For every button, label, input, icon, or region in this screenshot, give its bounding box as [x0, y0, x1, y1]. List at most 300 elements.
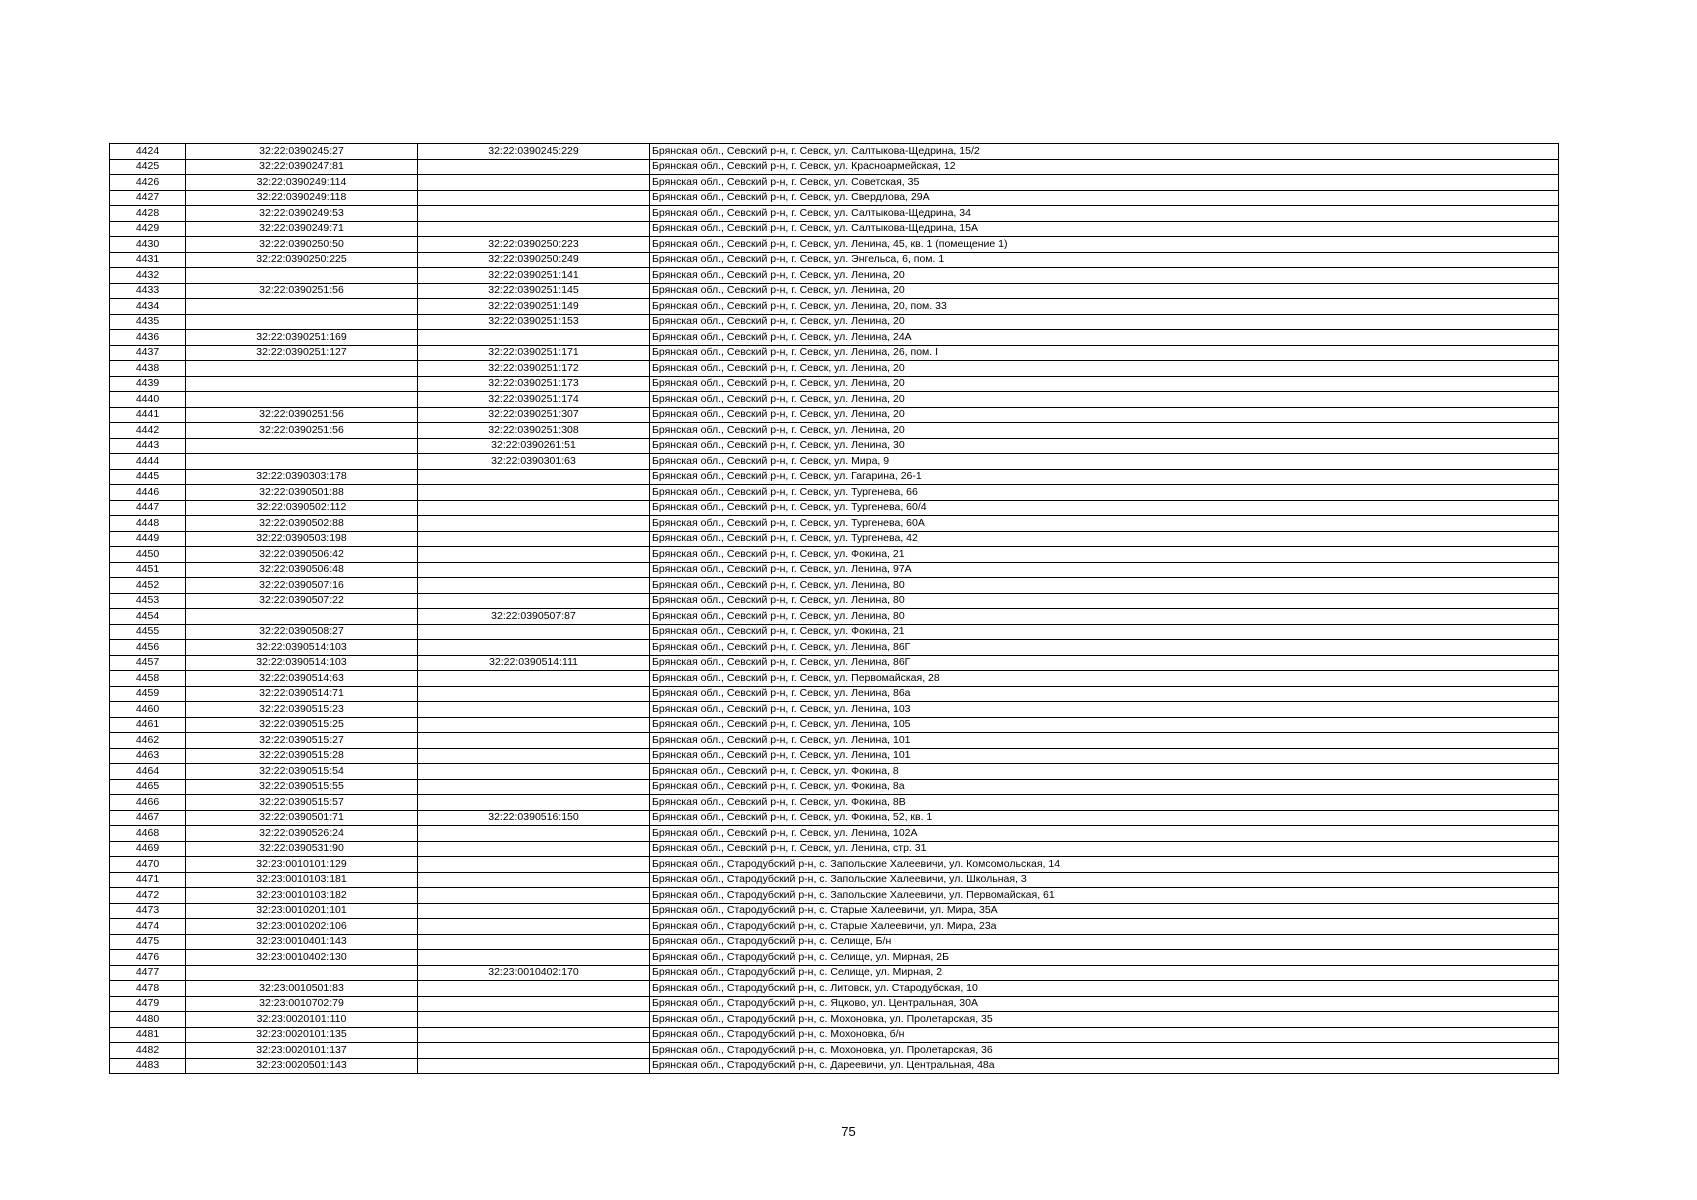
cadastral-number-cell: 32:22:0390501:88 — [186, 485, 418, 501]
cadastral-number-cell: 32:22:0390515:23 — [186, 702, 418, 718]
cadastral-number-cell: 32:22:0390515:54 — [186, 764, 418, 780]
address-cell: Брянская обл., Севский р-н, г. Севск, ул. Ленина, 26, пом. I — [650, 345, 1559, 361]
related-cadastral-number-cell — [418, 1058, 650, 1074]
row-number-cell: 4463 — [110, 748, 186, 764]
row-number-cell: 4437 — [110, 345, 186, 361]
row-number-cell: 4426 — [110, 175, 186, 191]
address-cell: Брянская обл., Стародубский р-н, с. Старые Халеевичи, ул. Мира, 23а — [650, 919, 1559, 935]
table-row — [110, 841, 1559, 857]
address-cell: Брянская обл., Стародубский р-н, с. Мохоновка, ул. Пролетарская, 35 — [650, 1012, 1559, 1028]
row-number-cell: 4479 — [110, 996, 186, 1012]
address-cell: Брянская обл., Стародубский р-н, с. Мохоновка, ул. Пролетарская, 36 — [650, 1043, 1559, 1059]
page-number: 75 — [841, 1124, 856, 1139]
row-number-cell: 4481 — [110, 1027, 186, 1043]
cadastral-number-cell: 32:22:0390249:53 — [186, 206, 418, 222]
table-row — [110, 624, 1559, 640]
table-row — [110, 516, 1559, 532]
address-cell: Брянская обл., Севский р-н, г. Севск, ул. Ленина, 80 — [650, 578, 1559, 594]
cadastral-number-cell: 32:23:0010401:143 — [186, 934, 418, 950]
row-number-cell: 4454 — [110, 609, 186, 625]
address-cell: Брянская обл., Севский р-н, г. Севск, ул. Ленина, 20 — [650, 268, 1559, 284]
row-number-cell: 4477 — [110, 965, 186, 981]
table-row — [110, 965, 1559, 981]
row-number-cell: 4435 — [110, 314, 186, 330]
table-row — [110, 996, 1559, 1012]
cadastral-number-cell — [186, 392, 418, 408]
address-cell: Брянская обл., Севский р-н, г. Севск, ул. Ленина, 30 — [650, 438, 1559, 454]
table-row — [110, 330, 1559, 346]
table-row — [110, 454, 1559, 470]
cadastral-number-cell: 32:22:0390531:90 — [186, 841, 418, 857]
cadastral-number-cell: 32:22:0390514:103 — [186, 640, 418, 656]
related-cadastral-number-cell — [418, 779, 650, 795]
address-cell: Брянская обл., Севский р-н, г. Севск, ул. Ленина, 20 — [650, 392, 1559, 408]
related-cadastral-number-cell: 32:22:0390250:223 — [418, 237, 650, 253]
address-cell: Брянская обл., Стародубский р-н, с. Запольские Халеевичи, ул. Комсомольская, 14 — [650, 857, 1559, 873]
table-row — [110, 175, 1559, 191]
table-row — [110, 934, 1559, 950]
address-cell: Брянская обл., Стародубский р-н, с. Селище, ул. Мирная, 2 — [650, 965, 1559, 981]
address-cell: Брянская обл., Севский р-н, г. Севск, ул. Фокина, 21 — [650, 547, 1559, 563]
cadastral-number-cell: 32:22:0390515:28 — [186, 748, 418, 764]
table-row — [110, 702, 1559, 718]
address-cell: Брянская обл., Стародубский р-н, с. Яцково, ул. Центральная, 30А — [650, 996, 1559, 1012]
table-row — [110, 252, 1559, 268]
row-number-cell: 4455 — [110, 624, 186, 640]
related-cadastral-number-cell: 32:22:0390507:87 — [418, 609, 650, 625]
cadastral-number-cell: 32:23:0010402:130 — [186, 950, 418, 966]
row-number-cell: 4448 — [110, 516, 186, 532]
related-cadastral-number-cell — [418, 500, 650, 516]
address-cell: Брянская обл., Севский р-н, г. Севск, ул. Красноармейская, 12 — [650, 159, 1559, 175]
related-cadastral-number-cell: 32:22:0390251:145 — [418, 283, 650, 299]
row-number-cell: 4439 — [110, 376, 186, 392]
address-cell: Брянская обл., Севский р-н, г. Севск, ул. Ленина, 101 — [650, 748, 1559, 764]
related-cadastral-number-cell — [418, 485, 650, 501]
address-cell: Брянская обл., Севский р-н, г. Севск, ул. Ленина, 80 — [650, 593, 1559, 609]
cadastral-number-cell: 32:22:0390303:178 — [186, 469, 418, 485]
cadastral-number-cell: 32:22:0390508:27 — [186, 624, 418, 640]
related-cadastral-number-cell — [418, 888, 650, 904]
related-cadastral-number-cell: 32:22:0390251:174 — [418, 392, 650, 408]
row-number-cell: 4446 — [110, 485, 186, 501]
table-row — [110, 206, 1559, 222]
address-cell: Брянская обл., Севский р-н, г. Севск, ул. Салтыкова-Щедрина, 15/2 — [650, 144, 1559, 160]
related-cadastral-number-cell — [418, 1027, 650, 1043]
row-number-cell: 4458 — [110, 671, 186, 687]
address-cell: Брянская обл., Севский р-н, г. Севск, ул. Тургенева, 42 — [650, 531, 1559, 547]
cadastral-number-cell: 32:22:0390506:42 — [186, 547, 418, 563]
related-cadastral-number-cell: 32:22:0390514:111 — [418, 655, 650, 671]
related-cadastral-number-cell: 32:22:0390251:141 — [418, 268, 650, 284]
address-cell: Брянская обл., Севский р-н, г. Севск, ул. Гагарина, 26-1 — [650, 469, 1559, 485]
row-number-cell: 4483 — [110, 1058, 186, 1074]
address-cell: Брянская обл., Стародубский р-н, с. Селище, Б/н — [650, 934, 1559, 950]
row-number-cell: 4480 — [110, 1012, 186, 1028]
related-cadastral-number-cell — [418, 996, 650, 1012]
address-cell: Брянская обл., Севский р-н, г. Севск, ул. Ленина, 86Г — [650, 655, 1559, 671]
address-cell: Брянская обл., Севский р-н, г. Севск, ул. Советская, 35 — [650, 175, 1559, 191]
table-row — [110, 299, 1559, 315]
address-cell: Брянская обл., Севский р-н, г. Севск, ул. Ленина, 80 — [650, 609, 1559, 625]
row-number-cell: 4447 — [110, 500, 186, 516]
table-row — [110, 221, 1559, 237]
related-cadastral-number-cell — [418, 516, 650, 532]
related-cadastral-number-cell — [418, 903, 650, 919]
related-cadastral-number-cell — [418, 547, 650, 563]
row-number-cell: 4432 — [110, 268, 186, 284]
address-cell: Брянская обл., Севский р-н, г. Севск, ул. Мира, 9 — [650, 454, 1559, 470]
row-number-cell: 4472 — [110, 888, 186, 904]
address-cell: Брянская обл., Севский р-н, г. Севск, ул. Фокина, 52, кв. 1 — [650, 810, 1559, 826]
related-cadastral-number-cell: 32:22:0390251:153 — [418, 314, 650, 330]
related-cadastral-number-cell — [418, 919, 650, 935]
registry-table-body — [110, 144, 1559, 1074]
related-cadastral-number-cell — [418, 624, 650, 640]
row-number-cell: 4453 — [110, 593, 186, 609]
row-number-cell: 4443 — [110, 438, 186, 454]
row-number-cell: 4430 — [110, 237, 186, 253]
address-cell: Брянская обл., Севский р-н, г. Севск, ул. Тургенева, 66 — [650, 485, 1559, 501]
address-cell: Брянская обл., Севский р-н, г. Севск, ул. Ленина, 20 — [650, 407, 1559, 423]
address-cell: Брянская обл., Севский р-н, г. Севск, ул. Ленина, 102А — [650, 826, 1559, 842]
table-row — [110, 795, 1559, 811]
cadastral-number-cell: 32:22:0390251:169 — [186, 330, 418, 346]
address-cell: Брянская обл., Стародубский р-н, с. Запольские Халеевичи, ул. Школьная, 3 — [650, 872, 1559, 888]
row-number-cell: 4424 — [110, 144, 186, 160]
address-cell: Брянская обл., Севский р-н, г. Севск, ул. Тургенева, 60/4 — [650, 500, 1559, 516]
cadastral-number-cell: 32:23:0010103:181 — [186, 872, 418, 888]
cadastral-number-cell: 32:22:0390526:24 — [186, 826, 418, 842]
table-row — [110, 981, 1559, 997]
row-number-cell: 4434 — [110, 299, 186, 315]
row-number-cell: 4440 — [110, 392, 186, 408]
address-cell: Брянская обл., Севский р-н, г. Севск, ул. Тургенева, 60А — [650, 516, 1559, 532]
cadastral-number-cell: 32:22:0390250:50 — [186, 237, 418, 253]
related-cadastral-number-cell: 32:22:0390251:149 — [418, 299, 650, 315]
related-cadastral-number-cell — [418, 1012, 650, 1028]
table-row — [110, 671, 1559, 687]
address-cell: Брянская обл., Севский р-н, г. Севск, ул. Ленина, 20 — [650, 423, 1559, 439]
table-row — [110, 237, 1559, 253]
row-number-cell: 4461 — [110, 717, 186, 733]
cadastral-number-cell: 32:23:0020101:137 — [186, 1043, 418, 1059]
cadastral-number-cell: 32:22:0390515:25 — [186, 717, 418, 733]
cadastral-number-cell: 32:22:0390515:57 — [186, 795, 418, 811]
table-row — [110, 826, 1559, 842]
address-cell: Брянская обл., Севский р-н, г. Севск, ул. Ленина, 101 — [650, 733, 1559, 749]
related-cadastral-number-cell — [418, 950, 650, 966]
row-number-cell: 4470 — [110, 857, 186, 873]
related-cadastral-number-cell: 32:22:0390251:308 — [418, 423, 650, 439]
related-cadastral-number-cell — [418, 872, 650, 888]
table-row — [110, 562, 1559, 578]
row-number-cell: 4476 — [110, 950, 186, 966]
row-number-cell: 4441 — [110, 407, 186, 423]
cadastral-number-cell — [186, 965, 418, 981]
row-number-cell: 4464 — [110, 764, 186, 780]
table-row — [110, 950, 1559, 966]
cadastral-number-cell: 32:22:0390245:27 — [186, 144, 418, 160]
related-cadastral-number-cell — [418, 330, 650, 346]
address-cell: Брянская обл., Севский р-н, г. Севск, ул. Ленина, 20, пом. 33 — [650, 299, 1559, 315]
cadastral-number-cell — [186, 314, 418, 330]
cadastral-number-cell: 32:22:0390251:56 — [186, 283, 418, 299]
table-row — [110, 593, 1559, 609]
address-cell: Брянская обл., Севский р-н, г. Севск, ул. Фокина, 8а — [650, 779, 1559, 795]
related-cadastral-number-cell: 32:22:0390251:173 — [418, 376, 650, 392]
address-cell: Брянская обл., Севский р-н, г. Севск, ул. Энгельса, 6, пом. 1 — [650, 252, 1559, 268]
row-number-cell: 4469 — [110, 841, 186, 857]
row-number-cell: 4449 — [110, 531, 186, 547]
row-number-cell: 4457 — [110, 655, 186, 671]
related-cadastral-number-cell — [418, 686, 650, 702]
table-row — [110, 469, 1559, 485]
address-cell: Брянская обл., Севский р-н, г. Севск, ул. Ленина, 24А — [650, 330, 1559, 346]
related-cadastral-number-cell: 32:22:0390250:249 — [418, 252, 650, 268]
row-number-cell: 4433 — [110, 283, 186, 299]
cadastral-number-cell — [186, 376, 418, 392]
table-row — [110, 888, 1559, 904]
row-number-cell: 4431 — [110, 252, 186, 268]
table-row — [110, 345, 1559, 361]
table-row — [110, 810, 1559, 826]
row-number-cell: 4465 — [110, 779, 186, 795]
row-number-cell: 4482 — [110, 1043, 186, 1059]
related-cadastral-number-cell — [418, 717, 650, 733]
related-cadastral-number-cell: 32:22:0390251:172 — [418, 361, 650, 377]
cadastral-number-cell: 32:23:0010202:106 — [186, 919, 418, 935]
cadastral-number-cell: 32:23:0020101:110 — [186, 1012, 418, 1028]
address-cell: Брянская обл., Севский р-н, г. Севск, ул. Свердлова, 29А — [650, 190, 1559, 206]
related-cadastral-number-cell: 32:22:0390261:51 — [418, 438, 650, 454]
table-row — [110, 655, 1559, 671]
row-number-cell: 4471 — [110, 872, 186, 888]
related-cadastral-number-cell — [418, 826, 650, 842]
table-row — [110, 268, 1559, 284]
related-cadastral-number-cell — [418, 159, 650, 175]
table-row — [110, 159, 1559, 175]
row-number-cell: 4429 — [110, 221, 186, 237]
row-number-cell: 4468 — [110, 826, 186, 842]
cadastral-number-cell — [186, 268, 418, 284]
table-row — [110, 190, 1559, 206]
related-cadastral-number-cell — [418, 221, 650, 237]
table-row — [110, 144, 1559, 160]
table-row — [110, 919, 1559, 935]
row-number-cell: 4462 — [110, 733, 186, 749]
row-number-cell: 4452 — [110, 578, 186, 594]
registry-table — [109, 143, 1559, 1074]
table-row — [110, 903, 1559, 919]
cadastral-number-cell: 32:22:0390507:16 — [186, 578, 418, 594]
table-row — [110, 485, 1559, 501]
cadastral-number-cell — [186, 361, 418, 377]
table-row — [110, 1043, 1559, 1059]
address-cell: Брянская обл., Севский р-н, г. Севск, ул. Ленина, 45, кв. 1 (помещение 1) — [650, 237, 1559, 253]
related-cadastral-number-cell — [418, 1043, 650, 1059]
cadastral-number-cell — [186, 609, 418, 625]
cadastral-number-cell: 32:22:0390251:56 — [186, 407, 418, 423]
related-cadastral-number-cell: 32:22:0390516:150 — [418, 810, 650, 826]
related-cadastral-number-cell: 32:22:0390251:171 — [418, 345, 650, 361]
cadastral-number-cell: 32:22:0390250:225 — [186, 252, 418, 268]
related-cadastral-number-cell — [418, 795, 650, 811]
related-cadastral-number-cell — [418, 562, 650, 578]
cadastral-number-cell: 32:22:0390502:88 — [186, 516, 418, 532]
related-cadastral-number-cell — [418, 640, 650, 656]
row-number-cell: 4466 — [110, 795, 186, 811]
cadastral-number-cell: 32:22:0390501:71 — [186, 810, 418, 826]
table-row — [110, 423, 1559, 439]
row-number-cell: 4475 — [110, 934, 186, 950]
table-row — [110, 1012, 1559, 1028]
table-row — [110, 392, 1559, 408]
cadastral-number-cell: 32:23:0010501:83 — [186, 981, 418, 997]
cadastral-number-cell: 32:23:0020101:135 — [186, 1027, 418, 1043]
table-row — [110, 314, 1559, 330]
related-cadastral-number-cell — [418, 702, 650, 718]
table-row — [110, 609, 1559, 625]
row-number-cell: 4442 — [110, 423, 186, 439]
cadastral-number-cell: 32:22:0390515:55 — [186, 779, 418, 795]
row-number-cell: 4445 — [110, 469, 186, 485]
address-cell: Брянская обл., Севский р-н, г. Севск, ул. Ленина, 20 — [650, 376, 1559, 392]
address-cell: Брянская обл., Севский р-н, г. Севск, ул. Ленина, 20 — [650, 314, 1559, 330]
address-cell: Брянская обл., Стародубский р-н, с. Старые Халеевичи, ул. Мира, 35А — [650, 903, 1559, 919]
address-cell: Брянская обл., Стародубский р-н, с. Мохоновка, б/н — [650, 1027, 1559, 1043]
cadastral-number-cell: 32:22:0390249:114 — [186, 175, 418, 191]
cadastral-number-cell: 32:22:0390507:22 — [186, 593, 418, 609]
address-cell: Брянская обл., Севский р-н, г. Севск, ул. Ленина, 86Г — [650, 640, 1559, 656]
cadastral-number-cell: 32:22:0390514:103 — [186, 655, 418, 671]
address-cell: Брянская обл., Стародубский р-н, с. Селище, ул. Мирная, 2Б — [650, 950, 1559, 966]
cadastral-number-cell: 32:22:0390247:81 — [186, 159, 418, 175]
cadastral-number-cell: 32:23:0010702:79 — [186, 996, 418, 1012]
cadastral-number-cell: 32:23:0020501:143 — [186, 1058, 418, 1074]
related-cadastral-number-cell: 32:22:0390251:307 — [418, 407, 650, 423]
row-number-cell: 4451 — [110, 562, 186, 578]
related-cadastral-number-cell — [418, 981, 650, 997]
address-cell: Брянская обл., Севский р-н, г. Севск, ул. Ленина, 103 — [650, 702, 1559, 718]
related-cadastral-number-cell — [418, 578, 650, 594]
table-row — [110, 686, 1559, 702]
cadastral-number-cell: 32:22:0390249:71 — [186, 221, 418, 237]
related-cadastral-number-cell — [418, 748, 650, 764]
cadastral-number-cell: 32:22:0390251:56 — [186, 423, 418, 439]
cadastral-number-cell: 32:23:0010101:129 — [186, 857, 418, 873]
address-cell: Брянская обл., Севский р-н, г. Севск, ул. Ленина, 20 — [650, 361, 1559, 377]
table-row — [110, 438, 1559, 454]
related-cadastral-number-cell — [418, 593, 650, 609]
related-cadastral-number-cell — [418, 857, 650, 873]
table-row — [110, 531, 1559, 547]
address-cell: Брянская обл., Севский р-н, г. Севск, ул. Ленина, 97А — [650, 562, 1559, 578]
cadastral-number-cell: 32:22:0390502:112 — [186, 500, 418, 516]
row-number-cell: 4467 — [110, 810, 186, 826]
address-cell: Брянская обл., Севский р-н, г. Севск, ул. Фокина, 8 — [650, 764, 1559, 780]
cadastral-number-cell: 32:22:0390249:118 — [186, 190, 418, 206]
address-cell: Брянская обл., Севский р-н, г. Севск, ул. Салтыкова-Щедрина, 34 — [650, 206, 1559, 222]
row-number-cell: 4427 — [110, 190, 186, 206]
cadastral-number-cell: 32:23:0010201:101 — [186, 903, 418, 919]
row-number-cell: 4436 — [110, 330, 186, 346]
table-row — [110, 578, 1559, 594]
related-cadastral-number-cell: 32:23:0010402:170 — [418, 965, 650, 981]
row-number-cell: 4456 — [110, 640, 186, 656]
table-row — [110, 1058, 1559, 1074]
table-row — [110, 500, 1559, 516]
table-row — [110, 283, 1559, 299]
table-row — [110, 764, 1559, 780]
related-cadastral-number-cell — [418, 671, 650, 687]
row-number-cell: 4450 — [110, 547, 186, 563]
row-number-cell: 4444 — [110, 454, 186, 470]
table-row — [110, 872, 1559, 888]
table-row — [110, 376, 1559, 392]
table-row — [110, 640, 1559, 656]
address-cell: Брянская обл., Севский р-н, г. Севск, ул. Первомайская, 28 — [650, 671, 1559, 687]
row-number-cell: 4473 — [110, 903, 186, 919]
table-row — [110, 748, 1559, 764]
table-row — [110, 779, 1559, 795]
address-cell: Брянская обл., Севский р-н, г. Севск, ул. Фокина, 21 — [650, 624, 1559, 640]
address-cell: Брянская обл., Севский р-н, г. Севск, ул. Ленина, стр. 31 — [650, 841, 1559, 857]
related-cadastral-number-cell — [418, 733, 650, 749]
cadastral-number-cell: 32:23:0010103:182 — [186, 888, 418, 904]
related-cadastral-number-cell: 32:22:0390301:63 — [418, 454, 650, 470]
table-row — [110, 857, 1559, 873]
row-number-cell: 4428 — [110, 206, 186, 222]
related-cadastral-number-cell — [418, 531, 650, 547]
table-row — [110, 1027, 1559, 1043]
address-cell: Брянская обл., Севский р-н, г. Севск, ул. Фокина, 8В — [650, 795, 1559, 811]
row-number-cell: 4425 — [110, 159, 186, 175]
table-row — [110, 717, 1559, 733]
related-cadastral-number-cell — [418, 764, 650, 780]
address-cell: Брянская обл., Стародубский р-н, с. Запольские Халеевичи, ул. Первомайская, 61 — [650, 888, 1559, 904]
row-number-cell: 4460 — [110, 702, 186, 718]
related-cadastral-number-cell — [418, 175, 650, 191]
related-cadastral-number-cell — [418, 841, 650, 857]
cadastral-number-cell — [186, 299, 418, 315]
table-row — [110, 547, 1559, 563]
cadastral-number-cell: 32:22:0390514:71 — [186, 686, 418, 702]
cadastral-number-cell — [186, 438, 418, 454]
related-cadastral-number-cell — [418, 190, 650, 206]
cadastral-number-cell: 32:22:0390514:63 — [186, 671, 418, 687]
related-cadastral-number-cell — [418, 469, 650, 485]
related-cadastral-number-cell — [418, 934, 650, 950]
table-row — [110, 361, 1559, 377]
cadastral-number-cell: 32:22:0390251:127 — [186, 345, 418, 361]
table-row — [110, 733, 1559, 749]
address-cell: Брянская обл., Стародубский р-н, с. Дареевичи, ул. Центральная, 48а — [650, 1058, 1559, 1074]
row-number-cell: 4459 — [110, 686, 186, 702]
related-cadastral-number-cell: 32:22:0390245:229 — [418, 144, 650, 160]
address-cell: Брянская обл., Севский р-н, г. Севск, ул. Ленина, 105 — [650, 717, 1559, 733]
related-cadastral-number-cell — [418, 206, 650, 222]
address-cell: Брянская обл., Севский р-н, г. Севск, ул. Салтыкова-Щедрина, 15А — [650, 221, 1559, 237]
address-cell: Брянская обл., Севский р-н, г. Севск, ул. Ленина, 20 — [650, 283, 1559, 299]
row-number-cell: 4438 — [110, 361, 186, 377]
cadastral-number-cell: 32:22:0390515:27 — [186, 733, 418, 749]
cadastral-number-cell: 32:22:0390503:198 — [186, 531, 418, 547]
cadastral-number-cell — [186, 454, 418, 470]
table-row — [110, 407, 1559, 423]
row-number-cell: 4478 — [110, 981, 186, 997]
address-cell: Брянская обл., Севский р-н, г. Севск, ул. Ленина, 86а — [650, 686, 1559, 702]
